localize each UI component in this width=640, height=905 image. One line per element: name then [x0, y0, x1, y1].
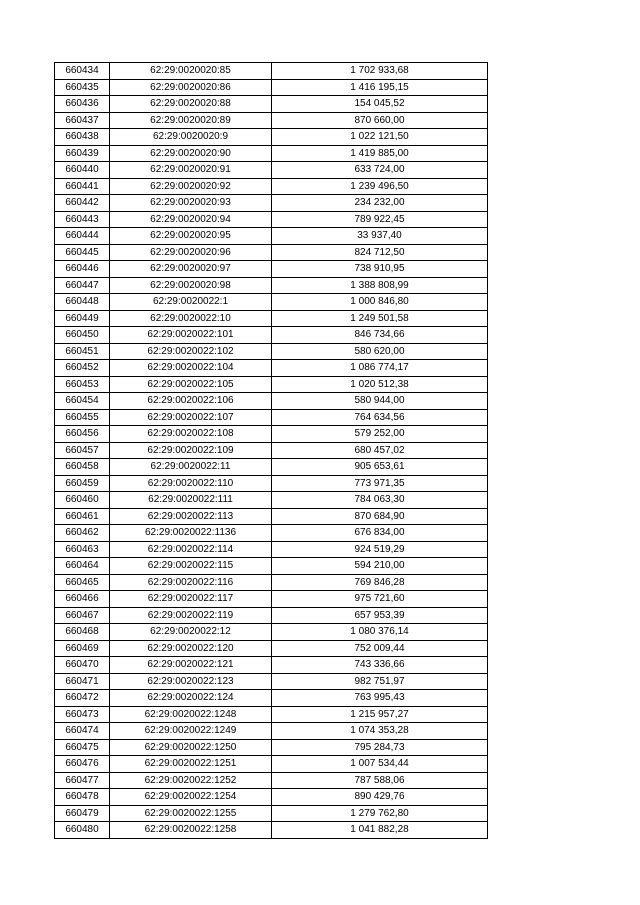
cadastral-value-cell: 743 336,66 — [272, 657, 488, 674]
table-row — [55, 162, 488, 179]
table-row — [55, 112, 488, 129]
row-number-cell: 660453 — [55, 376, 110, 393]
cadastral-value-cell: 924 519,29 — [272, 541, 488, 558]
cadastral-number-cell: 62:29:0020020:85 — [110, 63, 272, 80]
cadastral-number-cell: 62:29:0020022:113 — [110, 508, 272, 525]
cadastral-value-cell: 1 086 774,17 — [272, 360, 488, 377]
table-row — [55, 640, 488, 657]
cadastral-value-cell: 752 009,44 — [272, 640, 488, 657]
row-number-cell: 660459 — [55, 475, 110, 492]
table-row — [55, 63, 488, 80]
cadastral-value-cell: 1 074 353,28 — [272, 723, 488, 740]
row-number-cell: 660465 — [55, 574, 110, 591]
cadastral-number-cell: 62:29:0020022:111 — [110, 492, 272, 509]
table-row — [55, 442, 488, 459]
row-number-cell: 660452 — [55, 360, 110, 377]
cadastral-value-cell: 784 063,30 — [272, 492, 488, 509]
cadastral-number-cell: 62:29:0020022:1248 — [110, 706, 272, 723]
table-body — [55, 63, 488, 839]
table-row — [55, 96, 488, 113]
table-row — [55, 475, 488, 492]
row-number-cell: 660436 — [55, 96, 110, 113]
table-row — [55, 723, 488, 740]
table-row — [55, 706, 488, 723]
row-number-cell: 660454 — [55, 393, 110, 410]
table-row — [55, 409, 488, 426]
cadastral-number-cell: 62:29:0020022:1252 — [110, 772, 272, 789]
cadastral-number-cell: 62:29:0020022:110 — [110, 475, 272, 492]
row-number-cell: 660475 — [55, 739, 110, 756]
table-row — [55, 178, 488, 195]
cadastral-value-cell: 773 971,35 — [272, 475, 488, 492]
cadastral-value-cell: 870 660,00 — [272, 112, 488, 129]
cadastral-number-cell: 62:29:0020022:114 — [110, 541, 272, 558]
row-number-cell: 660472 — [55, 690, 110, 707]
cadastral-number-cell: 62:29:0020020:9 — [110, 129, 272, 146]
table-row — [55, 343, 488, 360]
row-number-cell: 660480 — [55, 822, 110, 839]
cadastral-value-cell: 738 910,95 — [272, 261, 488, 278]
cadastral-value-cell: 1 239 496,50 — [272, 178, 488, 195]
row-number-cell: 660443 — [55, 211, 110, 228]
cadastral-number-cell: 62:29:0020022:121 — [110, 657, 272, 674]
row-number-cell: 660447 — [55, 277, 110, 294]
row-number-cell: 660477 — [55, 772, 110, 789]
cadastral-number-cell: 62:29:0020022:1258 — [110, 822, 272, 839]
table-row — [55, 393, 488, 410]
table-row — [55, 244, 488, 261]
table-row — [55, 261, 488, 278]
table-row — [55, 310, 488, 327]
table-row — [55, 492, 488, 509]
cadastral-value-cell: 870 684,90 — [272, 508, 488, 525]
row-number-cell: 660471 — [55, 673, 110, 690]
table-row — [55, 574, 488, 591]
cadastral-number-cell: 62:29:0020020:90 — [110, 145, 272, 162]
table-row — [55, 508, 488, 525]
row-number-cell: 660440 — [55, 162, 110, 179]
cadastral-value-cell: 154 045,52 — [272, 96, 488, 113]
row-number-cell: 660467 — [55, 607, 110, 624]
row-number-cell: 660460 — [55, 492, 110, 509]
cadastral-number-cell: 62:29:0020020:98 — [110, 277, 272, 294]
table-row — [55, 624, 488, 641]
cadastral-value-cell: 234 232,00 — [272, 195, 488, 212]
cadastral-number-cell: 62:29:0020022:101 — [110, 327, 272, 344]
cadastral-number-cell: 62:29:0020020:89 — [110, 112, 272, 129]
cadastral-value-cell: 1 388 808,99 — [272, 277, 488, 294]
row-number-cell: 660446 — [55, 261, 110, 278]
cadastral-number-cell: 62:29:0020022:107 — [110, 409, 272, 426]
cadastral-value-table — [54, 62, 488, 839]
table-row — [55, 591, 488, 608]
row-number-cell: 660479 — [55, 805, 110, 822]
row-number-cell: 660456 — [55, 426, 110, 443]
cadastral-number-cell: 62:29:0020022:12 — [110, 624, 272, 641]
cadastral-number-cell: 62:29:0020022:104 — [110, 360, 272, 377]
row-number-cell: 660442 — [55, 195, 110, 212]
cadastral-value-cell: 1 000 846,80 — [272, 294, 488, 311]
row-number-cell: 660458 — [55, 459, 110, 476]
cadastral-value-cell: 975 721,60 — [272, 591, 488, 608]
row-number-cell: 660464 — [55, 558, 110, 575]
table-row — [55, 673, 488, 690]
cadastral-number-cell: 62:29:0020020:95 — [110, 228, 272, 245]
cadastral-value-cell: 676 834,00 — [272, 525, 488, 542]
row-number-cell: 660444 — [55, 228, 110, 245]
cadastral-value-cell: 789 922,45 — [272, 211, 488, 228]
row-number-cell: 660434 — [55, 63, 110, 80]
row-number-cell: 660474 — [55, 723, 110, 740]
cadastral-number-cell: 62:29:0020022:115 — [110, 558, 272, 575]
cadastral-value-cell: 846 734,66 — [272, 327, 488, 344]
table-row — [55, 211, 488, 228]
cadastral-number-cell: 62:29:0020022:124 — [110, 690, 272, 707]
cadastral-value-cell: 787 588,06 — [272, 772, 488, 789]
cadastral-value-cell: 982 751,97 — [272, 673, 488, 690]
row-number-cell: 660478 — [55, 789, 110, 806]
cadastral-number-cell: 62:29:0020020:97 — [110, 261, 272, 278]
row-number-cell: 660449 — [55, 310, 110, 327]
cadastral-number-cell: 62:29:0020022:1 — [110, 294, 272, 311]
table-row — [55, 657, 488, 674]
cadastral-value-cell: 594 210,00 — [272, 558, 488, 575]
table-row — [55, 772, 488, 789]
cadastral-number-cell: 62:29:0020022:102 — [110, 343, 272, 360]
table-row — [55, 789, 488, 806]
table-row — [55, 525, 488, 542]
row-number-cell: 660439 — [55, 145, 110, 162]
row-number-cell: 660448 — [55, 294, 110, 311]
cadastral-value-cell: 824 712,50 — [272, 244, 488, 261]
cadastral-value-cell: 1 007 534,44 — [272, 756, 488, 773]
table-row — [55, 327, 488, 344]
table-row — [55, 129, 488, 146]
row-number-cell: 660435 — [55, 79, 110, 96]
cadastral-value-cell: 764 634,56 — [272, 409, 488, 426]
cadastral-value-cell: 633 724,00 — [272, 162, 488, 179]
cadastral-number-cell: 62:29:0020022:1249 — [110, 723, 272, 740]
table-row — [55, 690, 488, 707]
table-row — [55, 459, 488, 476]
row-number-cell: 660470 — [55, 657, 110, 674]
row-number-cell: 660438 — [55, 129, 110, 146]
cadastral-number-cell: 62:29:0020022:1250 — [110, 739, 272, 756]
table-row — [55, 277, 488, 294]
cadastral-number-cell: 62:29:0020020:88 — [110, 96, 272, 113]
table-row — [55, 360, 488, 377]
cadastral-value-cell: 905 653,61 — [272, 459, 488, 476]
row-number-cell: 660457 — [55, 442, 110, 459]
cadastral-number-cell: 62:29:0020022:1251 — [110, 756, 272, 773]
cadastral-number-cell: 62:29:0020022:1136 — [110, 525, 272, 542]
cadastral-number-cell: 62:29:0020020:92 — [110, 178, 272, 195]
row-number-cell: 660476 — [55, 756, 110, 773]
row-number-cell: 660463 — [55, 541, 110, 558]
cadastral-value-cell: 1 419 885,00 — [272, 145, 488, 162]
row-number-cell: 660462 — [55, 525, 110, 542]
row-number-cell: 660445 — [55, 244, 110, 261]
cadastral-value-cell: 579 252,00 — [272, 426, 488, 443]
cadastral-value-cell: 1 041 882,28 — [272, 822, 488, 839]
cadastral-value-cell: 1 702 933,68 — [272, 63, 488, 80]
table-row — [55, 558, 488, 575]
cadastral-number-cell: 62:29:0020022:109 — [110, 442, 272, 459]
cadastral-number-cell: 62:29:0020022:108 — [110, 426, 272, 443]
table-row — [55, 294, 488, 311]
row-number-cell: 660441 — [55, 178, 110, 195]
table-row — [55, 426, 488, 443]
cadastral-number-cell: 62:29:0020020:93 — [110, 195, 272, 212]
row-number-cell: 660437 — [55, 112, 110, 129]
table-row — [55, 145, 488, 162]
cadastral-value-cell: 1 215 957,27 — [272, 706, 488, 723]
table-row — [55, 607, 488, 624]
cadastral-number-cell: 62:29:0020020:91 — [110, 162, 272, 179]
row-number-cell: 660469 — [55, 640, 110, 657]
cadastral-number-cell: 62:29:0020022:1254 — [110, 789, 272, 806]
cadastral-number-cell: 62:29:0020022:10 — [110, 310, 272, 327]
cadastral-number-cell: 62:29:0020022:120 — [110, 640, 272, 657]
cadastral-number-cell: 62:29:0020022:105 — [110, 376, 272, 393]
cadastral-value-cell: 890 429,76 — [272, 789, 488, 806]
table-row — [55, 195, 488, 212]
cadastral-value-cell: 769 846,28 — [272, 574, 488, 591]
cadastral-number-cell: 62:29:0020022:117 — [110, 591, 272, 608]
row-number-cell: 660468 — [55, 624, 110, 641]
cadastral-value-cell: 1 279 762,80 — [272, 805, 488, 822]
row-number-cell: 660451 — [55, 343, 110, 360]
cadastral-value-cell: 1 249 501,58 — [272, 310, 488, 327]
row-number-cell: 660461 — [55, 508, 110, 525]
row-number-cell: 660455 — [55, 409, 110, 426]
cadastral-number-cell: 62:29:0020022:119 — [110, 607, 272, 624]
cadastral-value-cell: 1 022 121,50 — [272, 129, 488, 146]
cadastral-value-cell: 33 937,40 — [272, 228, 488, 245]
table-row — [55, 739, 488, 756]
cadastral-value-cell: 795 284,73 — [272, 739, 488, 756]
cadastral-number-cell: 62:29:0020020:94 — [110, 211, 272, 228]
table-row — [55, 79, 488, 96]
cadastral-value-cell: 657 953,39 — [272, 607, 488, 624]
cadastral-value-cell: 1 020 512,38 — [272, 376, 488, 393]
row-number-cell: 660450 — [55, 327, 110, 344]
cadastral-value-cell: 580 620,00 — [272, 343, 488, 360]
cadastral-number-cell: 62:29:0020022:123 — [110, 673, 272, 690]
table-row — [55, 541, 488, 558]
cadastral-value-cell: 580 944,00 — [272, 393, 488, 410]
table-row — [55, 228, 488, 245]
cadastral-value-cell: 1 416 195,15 — [272, 79, 488, 96]
cadastral-number-cell: 62:29:0020022:106 — [110, 393, 272, 410]
table-row — [55, 756, 488, 773]
cadastral-number-cell: 62:29:0020020:96 — [110, 244, 272, 261]
cadastral-value-cell: 1 080 376,14 — [272, 624, 488, 641]
cadastral-value-cell: 763 995,43 — [272, 690, 488, 707]
row-number-cell: 660473 — [55, 706, 110, 723]
cadastral-value-cell: 680 457,02 — [272, 442, 488, 459]
cadastral-number-cell: 62:29:0020022:1255 — [110, 805, 272, 822]
table-row — [55, 822, 488, 839]
table-row — [55, 805, 488, 822]
cadastral-number-cell: 62:29:0020022:11 — [110, 459, 272, 476]
cadastral-number-cell: 62:29:0020020:86 — [110, 79, 272, 96]
cadastral-number-cell: 62:29:0020022:116 — [110, 574, 272, 591]
table-row — [55, 376, 488, 393]
row-number-cell: 660466 — [55, 591, 110, 608]
